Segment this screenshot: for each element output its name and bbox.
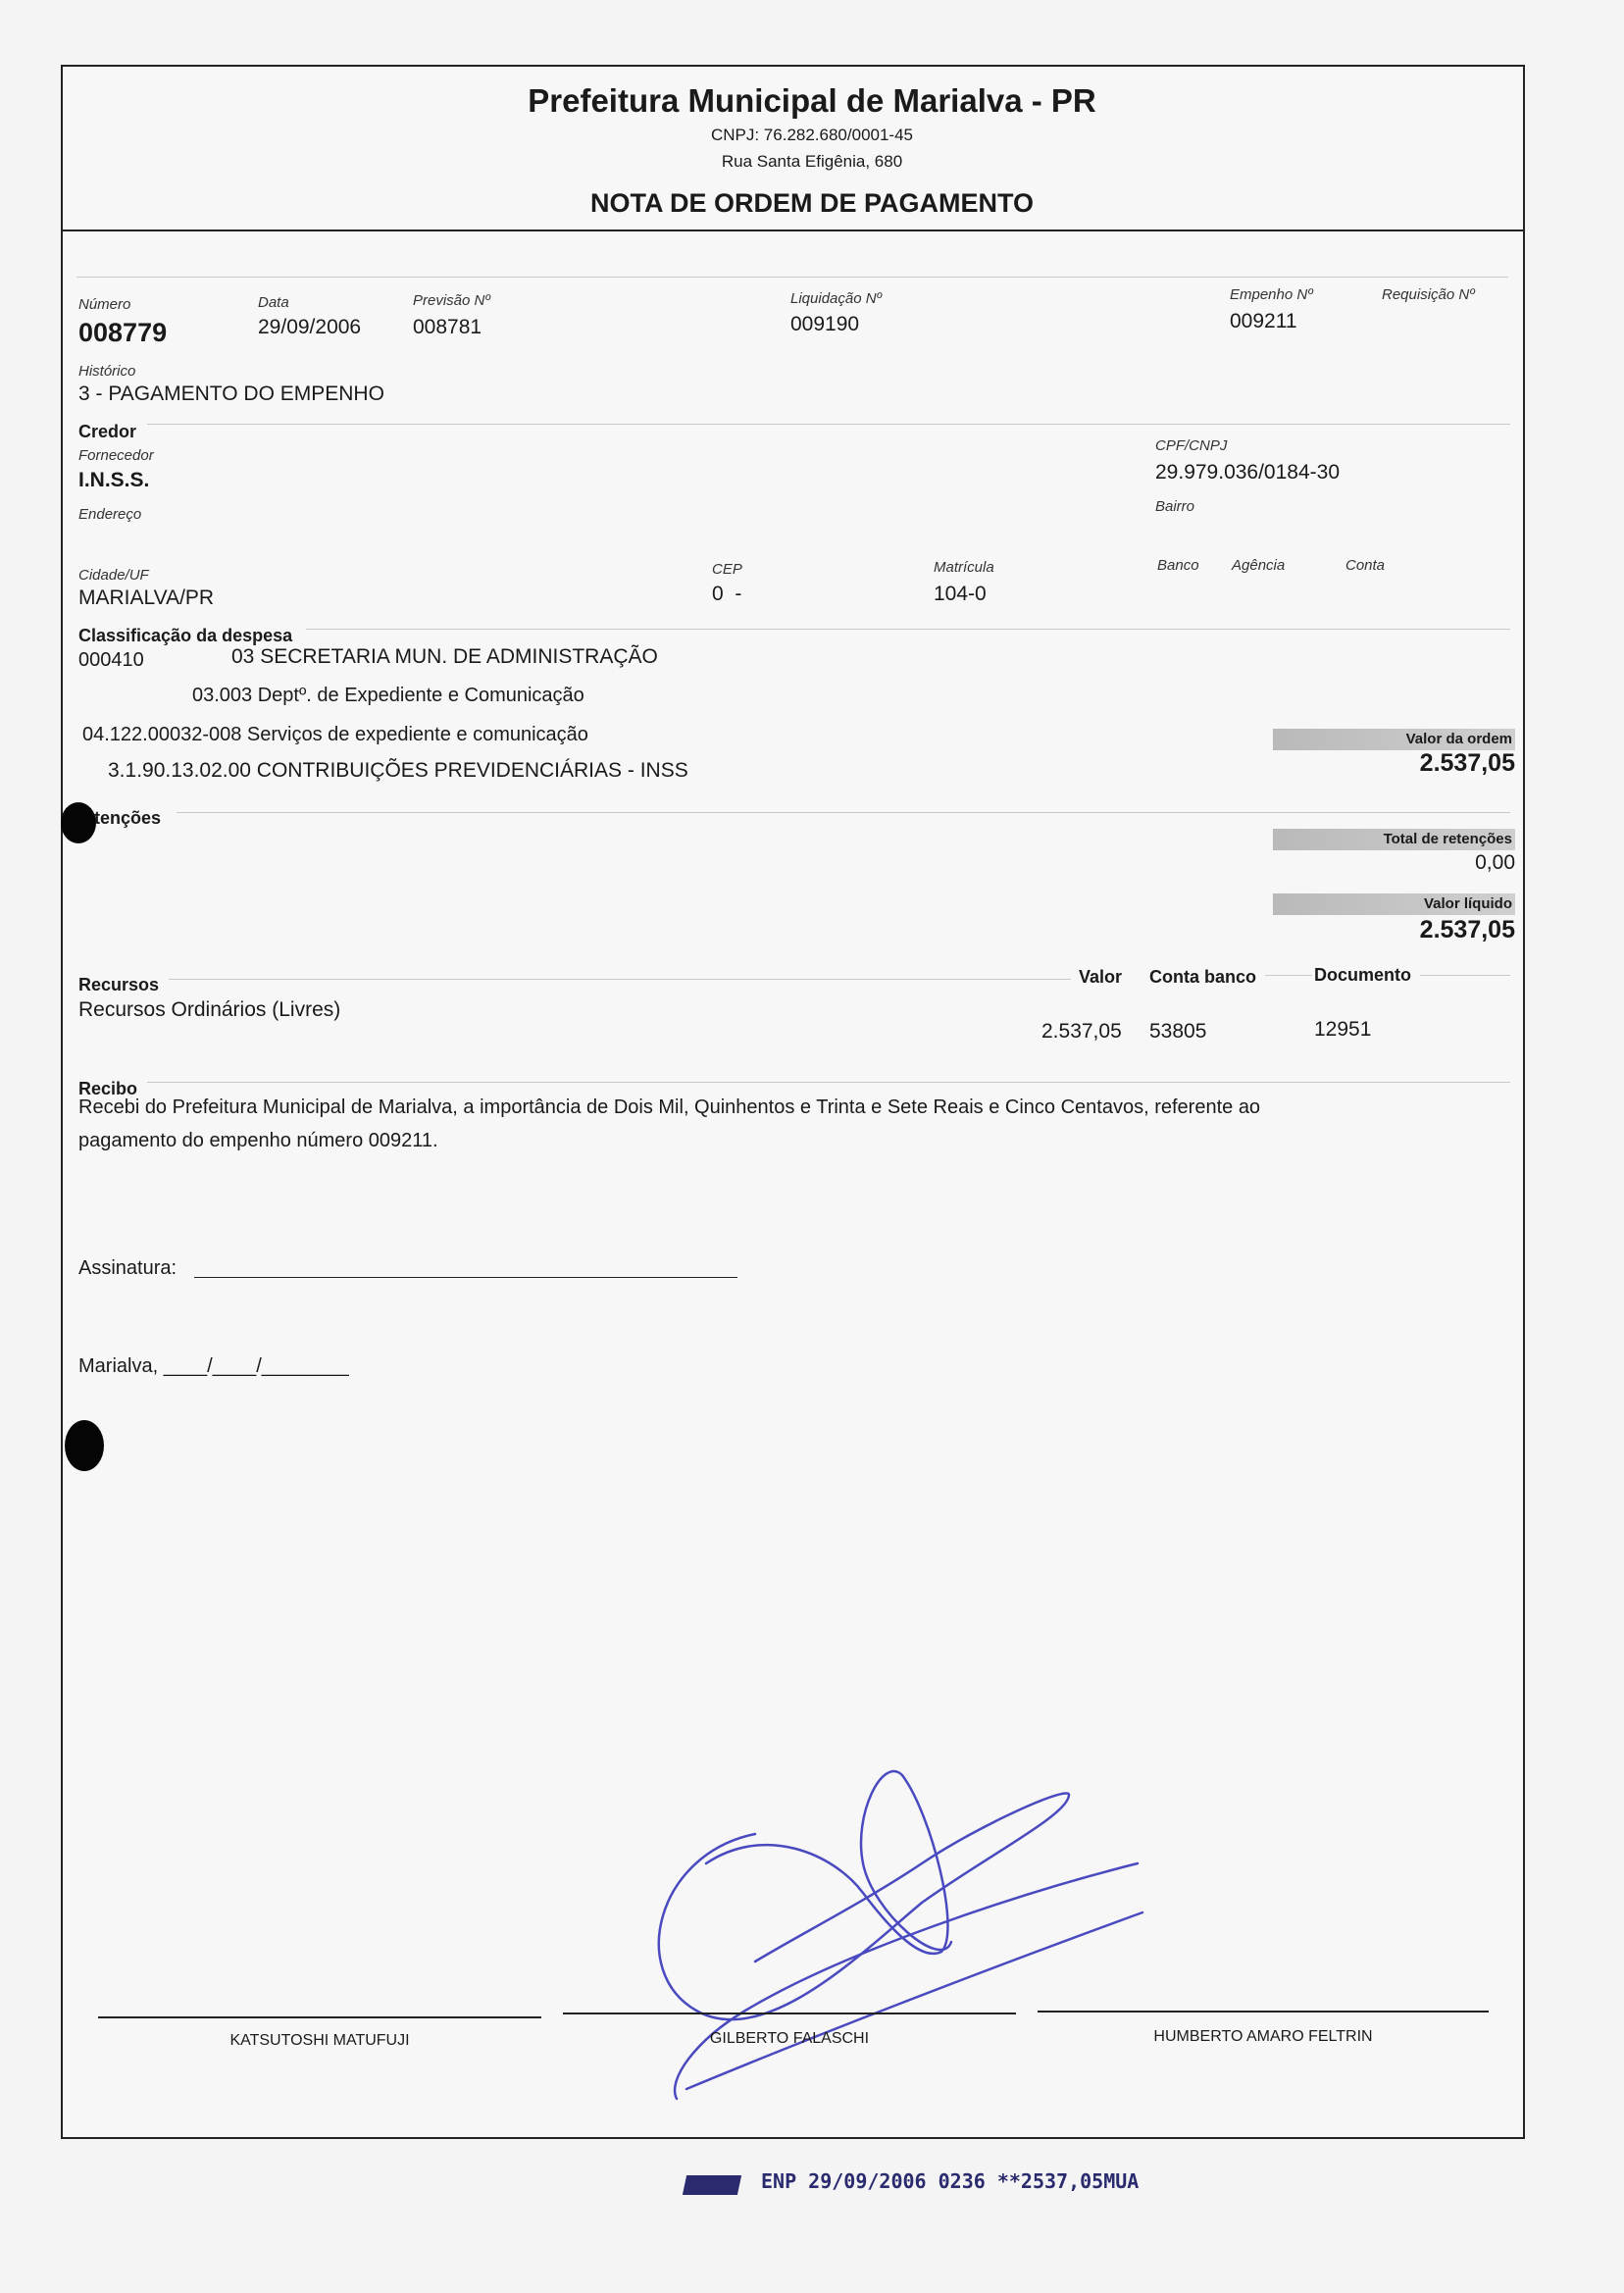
matricula-value: 104-0 — [934, 583, 987, 605]
classificacao-line3: 04.122.00032-008 Serviços de expediente e comunicação — [82, 724, 588, 745]
assinatura-line[interactable] — [194, 1277, 737, 1278]
total-retencoes-value: 0,00 — [1475, 851, 1515, 874]
empenho-value: 009211 — [1230, 310, 1297, 332]
credor-divider — [147, 424, 1510, 425]
agencia-label: Agência — [1232, 557, 1286, 574]
valor-liquido-label: Valor líquido — [1273, 893, 1515, 915]
total-retencoes-label: Total de retenções — [1273, 829, 1515, 850]
punch-hole-mark — [65, 1420, 104, 1471]
doc-title: NOTA DE ORDEM DE PAGAMENTO — [589, 188, 1034, 218]
valor-liquido-value: 2.537,05 — [1419, 916, 1515, 943]
recibo-section: Recibo — [78, 1079, 138, 1098]
signatory-2: GILBERTO FALASCHI — [709, 2030, 870, 2047]
data-value: 29/09/2006 — [258, 316, 362, 338]
payment-stamp: ENP 29/09/2006 0236 **2537,05MUA — [761, 2169, 1140, 2193]
conta-label: Conta — [1345, 557, 1386, 574]
bairro-label: Bairro — [1155, 498, 1195, 515]
header-divider — [61, 229, 1525, 231]
liquidacao-value: 009190 — [790, 313, 860, 335]
numero-value: 008779 — [78, 318, 168, 347]
retencoes-divider — [177, 812, 1510, 813]
org-cnpj: CNPJ: 76.282.680/0001-45 — [710, 126, 914, 144]
org-title: Prefeitura Municipal de Marialva - PR — [528, 82, 1096, 119]
valor-ordem-value: 2.537,05 — [1419, 749, 1515, 777]
requisicao-label: Requisição Nº — [1382, 286, 1475, 303]
recursos-section: Recursos — [78, 975, 160, 994]
cpf-label: CPF/CNPJ — [1155, 437, 1228, 454]
signature-line-1 — [98, 2016, 541, 2018]
local-data-label: Marialva, ____/____/________ — [78, 1355, 349, 1377]
previsao-label: Previsão Nº — [413, 292, 490, 309]
data-label: Data — [258, 294, 289, 311]
signatory-3: HUMBERTO AMARO FELTRIN — [1153, 2028, 1373, 2045]
cep-value: 0 - — [712, 583, 742, 605]
recursos-conta-label: Conta banco — [1149, 967, 1257, 987]
recursos-mid-divider — [1265, 975, 1312, 976]
classificacao-divider — [306, 629, 1510, 630]
signature-line-3 — [1038, 2011, 1489, 2013]
classificacao-line2: 03.003 Deptº. de Expediente e Comunicação — [192, 685, 584, 706]
recursos-descricao: Recursos Ordinários (Livres) — [78, 998, 341, 1021]
classificacao-line4: 3.1.90.13.02.00 CONTRIBUIÇÕES PREVIDENCIÁRIAS - INSS — [108, 759, 688, 782]
assinatura-label: Assinatura: — [78, 1257, 178, 1279]
credor-section: Credor — [78, 422, 137, 441]
handwritten-signature — [608, 1756, 1157, 2128]
signatory-1: KATSUTOSHI MATUFUJI — [229, 2032, 410, 2049]
endereco-label: Endereço — [78, 506, 142, 523]
recibo-line2: pagamento do empenho número 009211. — [78, 1130, 438, 1151]
matricula-label: Matrícula — [934, 559, 994, 576]
cpf-value: 29.979.036/0184-30 — [1155, 461, 1341, 484]
banco-label: Banco — [1157, 557, 1199, 574]
recibo-line1: Recebi do Prefeitura Municipal de Marialva, a importância de Dois Mil, Quinhentos e Trinta e Sete Reais e Cinco Centavos, referente ao — [78, 1096, 1261, 1118]
classificacao-code: 000410 — [78, 649, 144, 671]
ident-divider — [76, 277, 1508, 278]
cep-label: CEP — [712, 561, 742, 578]
recursos-valor: 2.537,05 — [1041, 1020, 1122, 1043]
recibo-divider — [147, 1082, 1510, 1083]
signature-line-2 — [563, 2013, 1016, 2014]
org-address: Rua Santa Efigênia, 680 — [721, 152, 903, 171]
historico-value: 3 - PAGAMENTO DO EMPENHO — [78, 382, 384, 405]
recursos-end-divider — [1420, 975, 1510, 976]
fornecedor-value: I.N.S.S. — [78, 469, 150, 491]
classificacao-section: Classificação da despesa — [78, 626, 293, 645]
retencoes-section: tenções — [94, 808, 162, 828]
classificacao-line1: 03 SECRETARIA MUN. DE ADMINISTRAÇÃO — [231, 645, 658, 668]
recursos-documento: 12951 — [1314, 1018, 1372, 1041]
punch-hole-mark — [61, 802, 96, 843]
historico-label: Histórico — [78, 363, 136, 380]
empenho-label: Empenho Nº — [1230, 286, 1313, 303]
valor-ordem-label: Valor da ordem — [1273, 729, 1515, 750]
stamp-logo-icon — [683, 2175, 741, 2195]
cidade-label: Cidade/UF — [78, 567, 149, 584]
numero-label: Número — [78, 296, 131, 313]
previsao-value: 008781 — [413, 316, 482, 338]
recursos-divider — [169, 979, 1071, 980]
recursos-valor-label: Valor — [1079, 967, 1123, 987]
liquidacao-label: Liquidação Nº — [790, 290, 883, 307]
recursos-documento-label: Documento — [1314, 965, 1411, 985]
cidade-value: MARIALVA/PR — [78, 586, 215, 609]
recursos-conta: 53805 — [1149, 1020, 1207, 1043]
fornecedor-label: Fornecedor — [78, 447, 154, 464]
